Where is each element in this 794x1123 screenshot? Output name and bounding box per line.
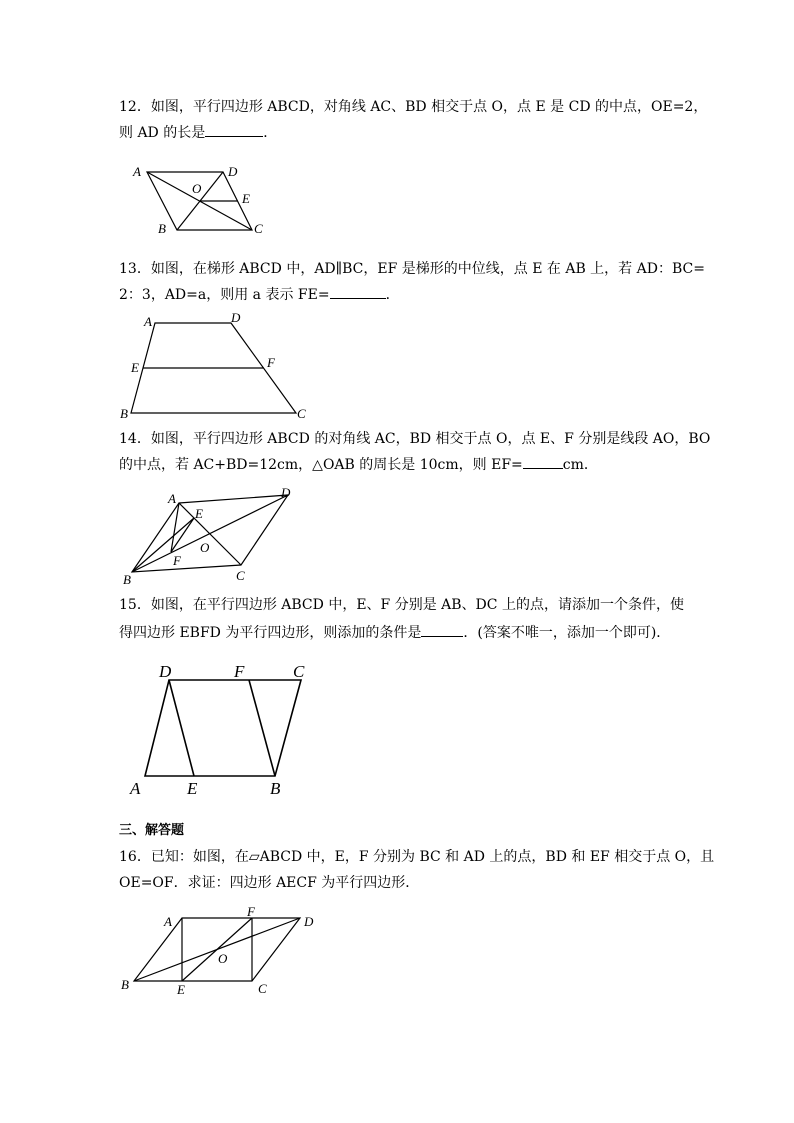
q16-label-f: F	[247, 904, 255, 919]
q13-figure	[115, 310, 315, 425]
q14-stem-1: 如图，平行四边形 ABCD 的对角线 AC，BD 相交于点 O，点 E、F 分别是线段 AO，BO	[150, 431, 711, 447]
q12-answer-blank[interactable]	[205, 124, 263, 137]
q13-label-f: F	[267, 355, 275, 370]
q12-label-b: B	[158, 221, 166, 236]
q13-label-d: D	[231, 310, 241, 325]
q14-diagonal-bd	[132, 495, 288, 572]
q16-label-c: C	[258, 981, 267, 996]
q16-stem-2: OE=OF．求证：四边形 AECF 为平行四边形．	[119, 875, 420, 891]
q15-label-d: D	[159, 662, 172, 681]
q16-label-e: E	[177, 982, 185, 997]
q15-stem-1: 如图，在平行四边形 ABCD 中，E、F 分别是 AB、DC 上的点，请添加一个条件，使	[150, 597, 684, 613]
q14-stem-2: 的中点，若 AC+BD=12cm，△OAB 的周长是 10cm，则 EF=	[119, 457, 523, 473]
q13-label-a: A	[144, 314, 152, 329]
q12-stem-2: 则 AD 的长是	[119, 125, 206, 141]
q16-figure	[118, 905, 328, 1000]
q14-label-a: A	[168, 491, 176, 506]
q15-label-f: F	[234, 662, 245, 681]
q14-text-line1	[119, 430, 710, 448]
q15-stem-2: 得四边形 EBFD 为平行四边形，则添加的条件是	[119, 625, 422, 641]
q12-label-c: C	[254, 221, 263, 236]
q16-text-line2	[119, 874, 419, 892]
q14-segment-af	[171, 503, 179, 552]
q12-figure	[125, 160, 275, 240]
q14-label-e: E	[195, 506, 203, 521]
q16-segment-ef	[182, 918, 252, 981]
q15-figure	[125, 660, 315, 800]
q13-text-line1	[119, 260, 705, 278]
q13-answer-blank[interactable]	[330, 286, 386, 299]
q14-answer-blank[interactable]	[523, 456, 563, 469]
q14-number: 14．	[119, 431, 151, 447]
q14-label-o: O	[200, 540, 210, 555]
q15-answer-blank[interactable]	[421, 624, 463, 637]
q15-label-a: A	[130, 779, 141, 798]
q15-label-b: B	[270, 779, 281, 798]
q16-label-o: O	[218, 951, 228, 966]
q15-segment-fb	[249, 680, 275, 776]
q15-label-c: C	[293, 662, 305, 681]
q12-label-o: O	[192, 181, 202, 196]
q12-label-a: A	[133, 164, 141, 179]
q15-parallelogram	[145, 680, 301, 776]
q12-label-d: D	[228, 164, 238, 179]
q12-text-line1	[119, 98, 707, 116]
q16-label-a: A	[164, 914, 172, 929]
q13-label-b: B	[120, 406, 128, 421]
q13-label-e: E	[131, 360, 139, 375]
q14-label-b: B	[123, 572, 131, 587]
q12-number: 12．	[119, 99, 151, 115]
q14-text-line2: 的中点，若 AC+BD=12cm，△OAB 的周长是 10cm，则 EF= cm．	[119, 457, 598, 473]
q16-stem-1: 已知：如图，在▱ABCD 中，E，F 分别为 BC 和 AD 上的点，BD 和 EF 相交于点 O，且	[150, 849, 715, 865]
q13-label-c: C	[297, 406, 306, 421]
q13-stem-1: 如图，在梯形 ABCD 中，AD∥BC，EF 是梯形的中位线，点 E 在 AB 上，若 AD：BC=	[150, 261, 705, 277]
q14-label-d: D	[281, 485, 291, 500]
q13-text-line2: 2：3，AD=a，则用 a 表示 FE= ．	[119, 287, 400, 303]
q15-text-line1	[119, 596, 684, 614]
q15-number: 15．	[119, 597, 151, 613]
q16-label-b: B	[121, 977, 129, 992]
q15-label-e: E	[187, 779, 198, 798]
q14-label-c: C	[236, 568, 245, 583]
q16-text-line1	[119, 848, 714, 866]
q16-number: 16．	[119, 849, 151, 865]
q14-label-f: F	[173, 553, 181, 568]
q15-text-line2: 得四边形 EBFD 为平行四边形，则添加的条件是 ．(答案不唯一，添加一个即可)．	[119, 625, 671, 641]
section-heading: 三、解答题	[119, 823, 185, 838]
q13-number: 13．	[119, 261, 151, 277]
q12-stem-1: 如图，平行四边形 ABCD，对角线 AC、BD 相交于点 O，点 E 是 CD 的中点，OE=2，	[150, 99, 708, 115]
q16-label-d: D	[304, 914, 314, 929]
q12-label-e: E	[242, 191, 250, 206]
q14-figure	[118, 482, 308, 587]
q15-segment-de	[169, 680, 194, 776]
q12-text-line2: 则 AD 的长是 ．	[119, 125, 278, 141]
q13-stem-2: 2：3，AD=a，则用 a 表示 FE=	[119, 287, 330, 303]
